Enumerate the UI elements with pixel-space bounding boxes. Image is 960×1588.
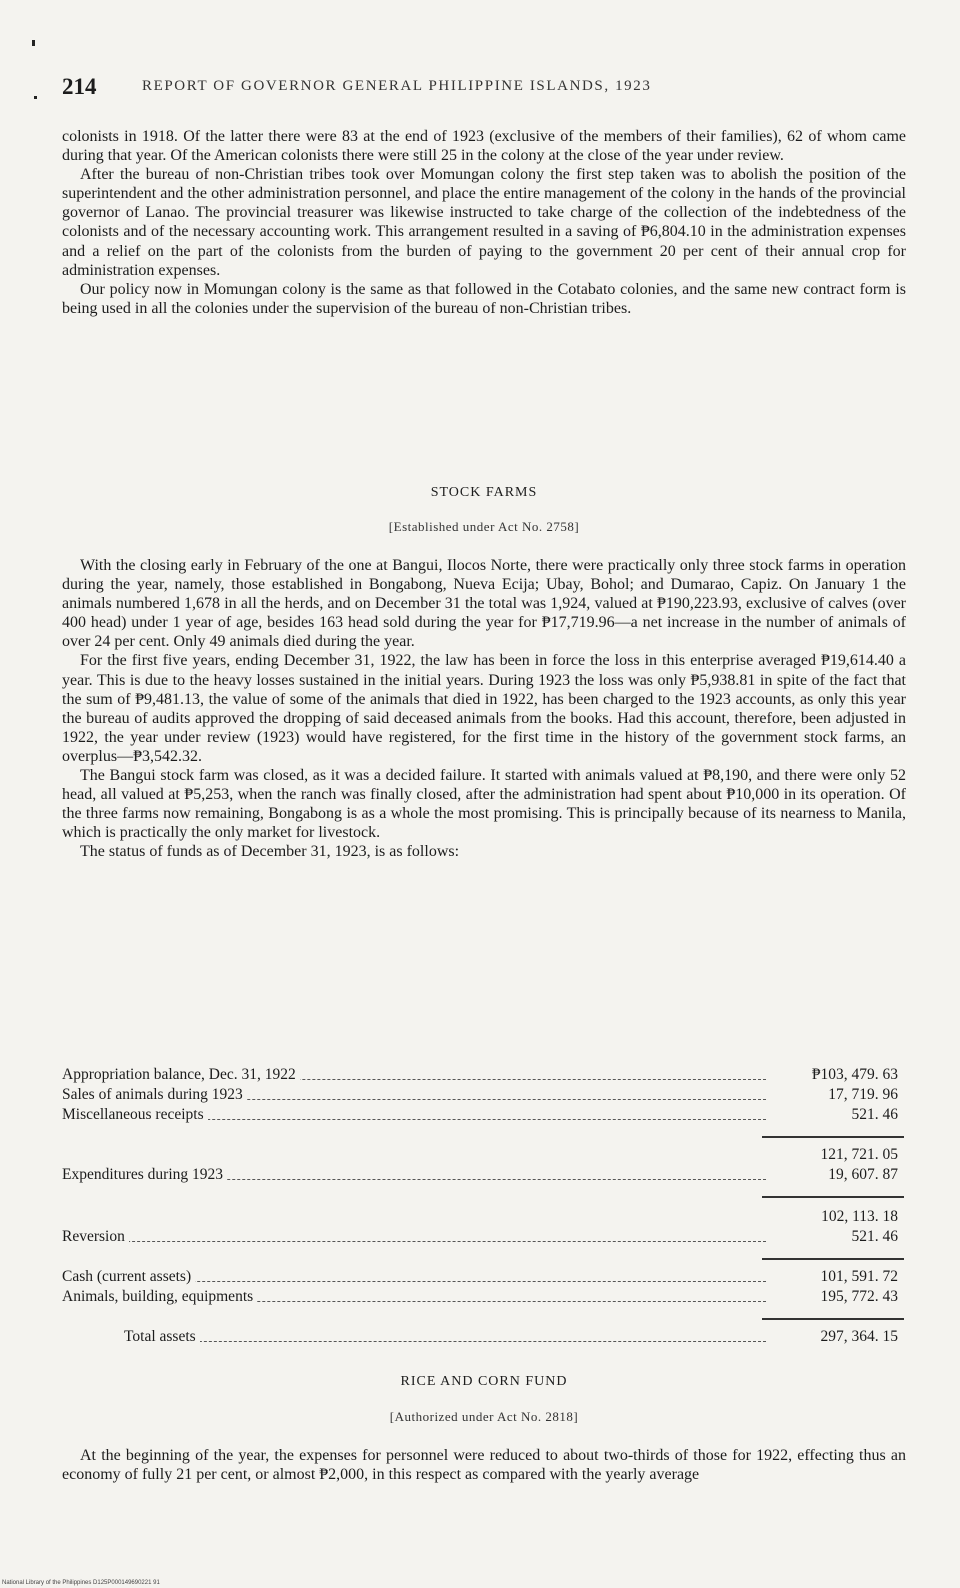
table-row <box>62 1268 906 1288</box>
row-amount: 19, 607. 87 <box>828 1166 898 1183</box>
table-row <box>62 1288 906 1308</box>
table-row-total <box>62 1328 906 1348</box>
table-row <box>62 1228 906 1248</box>
running-title: REPORT OF GOVERNOR GENERAL PHILIPPINE ISLANDS, 1923 <box>142 78 652 94</box>
row-label: Animals, building, equipments <box>62 1288 257 1306</box>
row-amount: 195, 772. 43 <box>820 1288 898 1305</box>
page-number: 214 <box>62 74 97 99</box>
table-row <box>62 1208 906 1228</box>
row-amount: ₱103, 479. 63 <box>811 1066 898 1083</box>
page-header <box>62 74 906 104</box>
row-label: Expenditures during 1923 <box>62 1166 227 1184</box>
table-row <box>62 1106 906 1126</box>
row-amount: 17, 719. 96 <box>828 1086 898 1103</box>
row-amount: 121, 721. 05 <box>820 1146 898 1163</box>
section-heading: RICE AND CORN FUND <box>400 1374 568 1389</box>
table-row <box>62 1066 906 1086</box>
sum-rule <box>762 1136 904 1138</box>
paragraph: The status of funds as of December 31, 1923, is as follows: <box>80 843 460 861</box>
table-row <box>62 1166 906 1186</box>
paragraph: After the bureau of non-Christian tribes took over Momungan colony the first step taken was to abolish the position of the superintendent and the other administration personnel, and place the entire management of the colony in the hands of the provincial governor of Lanao. The provincial treasurer was likewise instructed to take charge of the collection of the indebtedness of the colonists and of the necessary accounting work. This arrangement resulted in a saving of ₱6,804.10 in the administration expenses and a relief on the part of the colonists from the burden of paying to the government 20 per cent of their annual crop for administration expenses. <box>62 166 906 279</box>
row-amount: 521. 46 <box>851 1228 898 1245</box>
rice-corn-text <box>62 1446 906 1484</box>
row-amount: 101, 591. 72 <box>820 1268 898 1285</box>
section-subheading: [Authorized under Act No. 2818] <box>389 1409 579 1424</box>
row-label: Cash (current assets) <box>62 1268 195 1286</box>
row-amount: 102, 113. 18 <box>821 1208 898 1225</box>
sum-rule <box>762 1196 904 1198</box>
row-amount: 297, 364. 15 <box>820 1328 898 1345</box>
scan-mark <box>32 40 35 46</box>
stock-farms-text <box>62 556 906 862</box>
paragraph: For the first five years, ending December 31, 1922, the law has been in force the loss in this enterprise averaged ₱19,614.40 a year. This is due to the heavy losses sustained in the initial years. During 1923 the loss was only ₱5,938.81 in spite of the fact that the sum of ₱9,481.13, the value of some of the animals that died in 1922, has been charged to the 1923 accounts, as only this year the bureau of audits approved the dropping of said deceased animals from the books. Had this account, therefore, been adjusted in 1922, the year under review (1923) would have registered, for the first time in the history of the government stock farms, an overplus—₱3,542.32. <box>62 652 906 765</box>
scan-footer: National Library of the Philippines D125P000149690221 91 <box>2 1580 160 1586</box>
paragraph: The Bangui stock farm was closed, as it was a decided failure. It started with animals valued at ₱8,190, and there were only 52 head, all valued at ₱5,253, when the ranch was finally closed, after the administration had spent about ₱10,000 in its operation. Of the three farms now remaining, Bongabong is as a whole the most promising. This is principally because of its nearness to Manila, which is practically the only market for livestock. <box>62 767 906 842</box>
intro-text <box>62 127 906 318</box>
row-label: Sales of animals during 1923 <box>62 1086 247 1104</box>
table-row <box>62 1086 906 1106</box>
sum-rule <box>762 1318 904 1320</box>
row-label: Appropriation balance, Dec. 31, 1922 <box>62 1066 300 1084</box>
section-subheading: [Established under Act No. 2758] <box>388 519 580 534</box>
paragraph: With the closing early in February of the one at Bangui, Ilocos Norte, there were practically only three stock farms in operation during the year, namely, those established in Bongabong, Nueva Ecija; Ubay, Bohol; and Dumarao, Capiz. On January 1 the animals numbered 1,678 in all the herds, and on December 31 the total was 1,924, valued at ₱190,223.93, exclusive of calves (over 400 head) under 1 year of age, besides 163 head sold during the year for ₱17,719.96—a net increase in the number of animals of over 24 per cent. Only 49 animals died during the year. <box>62 557 906 651</box>
paragraph: At the beginning of the year, the expenses for personnel were reduced to about two-thirds of those for 1922, effecting thus an economy of fully 21 per cent, or almost ₱2,000, in this respect as compared with the yearly average <box>62 1447 906 1484</box>
row-amount: 521. 46 <box>851 1106 898 1123</box>
row-label: Miscellaneous receipts <box>62 1106 208 1124</box>
sum-rule <box>762 1258 904 1260</box>
table-row <box>62 1146 906 1166</box>
row-label: Reversion <box>62 1228 129 1246</box>
scan-mark <box>34 96 37 99</box>
row-label: Total assets <box>124 1328 200 1346</box>
paragraph: Our policy now in Momungan colony is the same as that followed in the Cotabato colonies, and the same new contract form is being used in all the colonies under the supervision of the bureau of non-Christian tribes. <box>62 280 906 317</box>
paragraph: colonists in 1918. Of the latter there were 83 at the end of 1923 (exclusive of the members of their families), 62 of whom came during that year. Of the American colonists there were still 25 in the colony at the close of the year under review. <box>62 128 906 165</box>
section-heading: STOCK FARMS <box>430 485 538 500</box>
